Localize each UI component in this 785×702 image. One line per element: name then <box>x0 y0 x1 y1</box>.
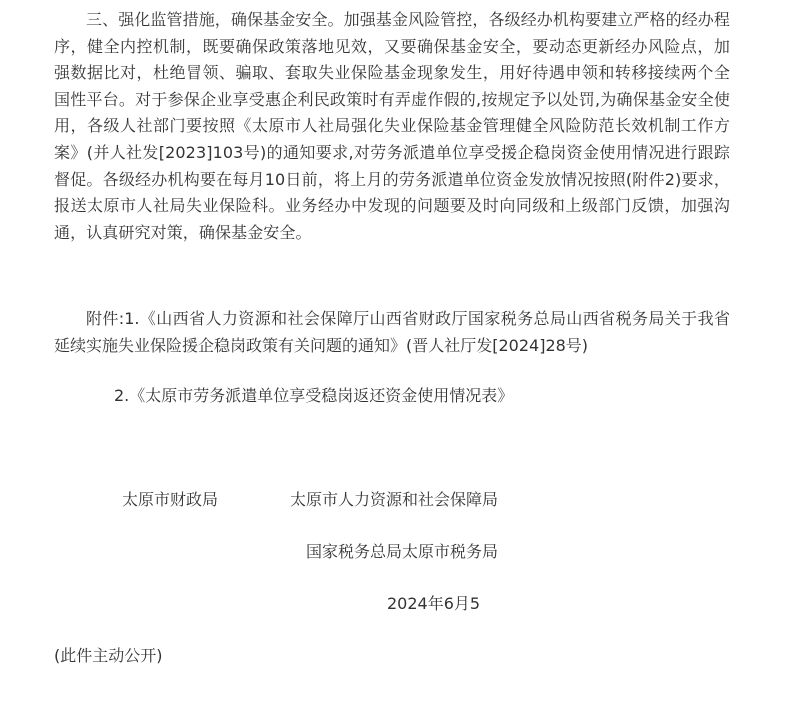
signature-tax-bureau: 国家税务总局太原市税务局 <box>306 542 499 561</box>
attachment-2: 2.《太原市劳务派遣单位享受稳岗返还资金使用情况表》 <box>114 386 514 405</box>
signature-finance-bureau: 太原市财政局 <box>122 490 219 509</box>
section-three-paragraph: 三、强化监管措施，确保基金安全。加强基金风险管控，各级经办机构要建立严格的经办程序，健全内控机制，既要确保政策落地见效，又要确保基金安全，要动态更新经办风险点，加强数据比对，杜绝冒领、骗取、套取失业保险基金现象发生，用好待遇申领和转移接续两个全国性平台。对于参保企业享受惠企利民政策时有弄虚作假的,按规定予以处罚,为确保基金安全使用，各级人社部门要按照《太原市人社局强化失业保险基金管理健全风险防范长效机制工作方案》(并人社发[2023]103号)的通知要求,对劳务派遣单位享受援企稳岗资金使用情况进行跟踪督促。各级经办机构要在每月10日前，将上月的劳务派遣单位资金发放情况按照(附件2)要求，报送太原市人社局失业保险科。业务经办中发现的问题要及时向同级和上级部门反馈，加强沟通，认真研究对策，确保基金安全。 <box>54 10 731 242</box>
signature-hr-bureau: 太原市人力资源和社会保障局 <box>290 490 499 509</box>
signature-date: 2024年6月5 <box>387 594 481 613</box>
attachment-1: 附件:1.《山西省人力资源和社会保障厅山西省财政厅国家税务总局山西省税务局关于我省延续实施失业保险援企稳岗政策有关问题的通知》(晋人社厅发[2024]28号) <box>54 309 730 355</box>
public-disclosure-note: (此件主动公开) <box>54 646 163 665</box>
